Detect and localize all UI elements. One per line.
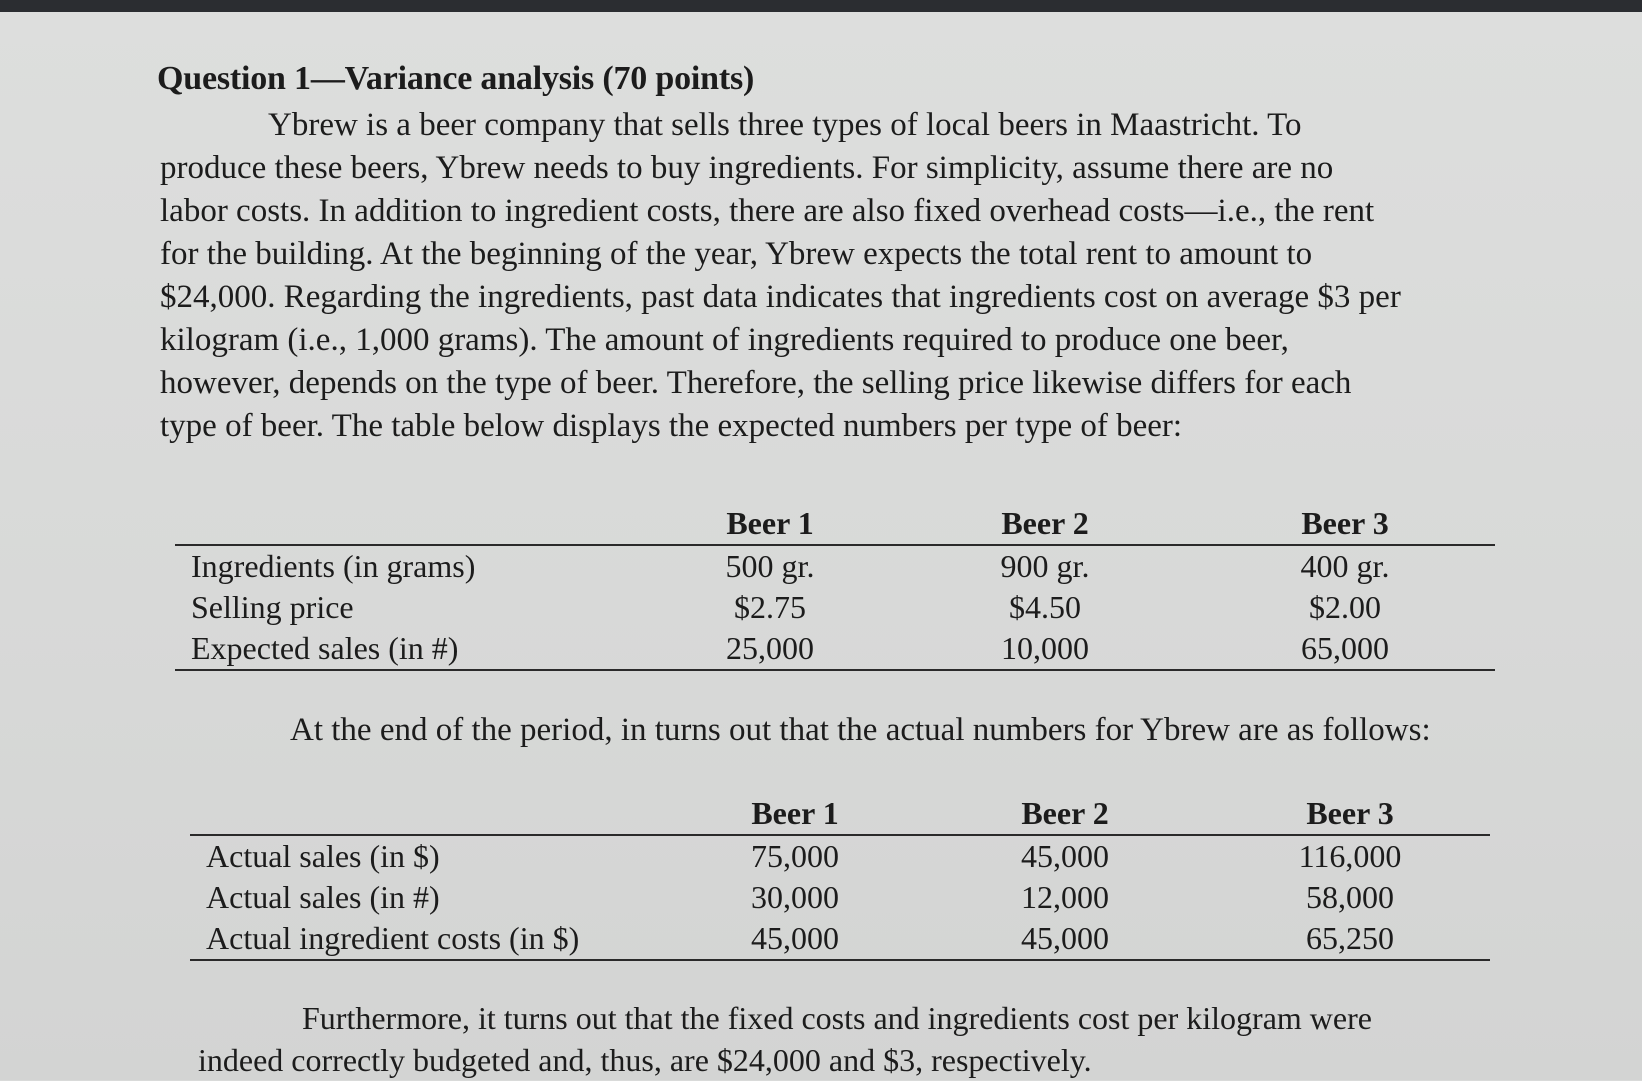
cell-beer-3: 65,000 [1301, 630, 1389, 666]
table-row [190, 877, 1490, 918]
table-row [175, 628, 1495, 670]
cell-beer-1: 500 gr. [725, 548, 815, 584]
row-label: Actual sales (in $) [206, 838, 440, 874]
document-page [0, 12, 1642, 1080]
row-label: Selling price [191, 589, 354, 625]
table-row [190, 835, 1490, 877]
table-row [175, 587, 1495, 628]
header-beer-1: Beer 1 [751, 795, 839, 831]
cell-beer-3: 65,250 [1306, 920, 1394, 956]
intro-line: type of beer. The table below displays the expected numbers per type of beer: [160, 408, 1183, 444]
cell-beer-1: $2.75 [734, 589, 806, 625]
header-beer-3: Beer 3 [1301, 505, 1389, 541]
intro-line: Ybrew is a beer company that sells three types of local beers in Maastricht. To [268, 107, 1302, 143]
row-label: Actual ingredient costs (in $) [206, 920, 580, 956]
cell-beer-1: 30,000 [751, 879, 839, 915]
cell-beer-2: 45,000 [1021, 838, 1109, 874]
actual-numbers-intro: At the end of the period, in turns out that the actual numbers for Ybrew are as follows: [290, 712, 1431, 748]
table-header-row [190, 792, 1490, 835]
cell-beer-3: $2.00 [1309, 589, 1381, 625]
header-empty [190, 792, 670, 835]
row-label: Ingredients (in grams) [191, 548, 476, 584]
cell-beer-3: 58,000 [1306, 879, 1394, 915]
table-header-row [175, 502, 1495, 545]
intro-line: for the building. At the beginning of the year, Ybrew expects the total rent to amount to [160, 236, 1313, 272]
intro-line: $24,000. Regarding the ingredients, past data indicates that ingredients cost on average $3 per [160, 279, 1401, 315]
row-label: Actual sales (in #) [206, 879, 440, 915]
intro-line: labor costs. In addition to ingredient costs, there are also fixed overhead costs—i.e., the rent [160, 193, 1375, 229]
cell-beer-2: $4.50 [1009, 589, 1081, 625]
cell-beer-2: 45,000 [1021, 920, 1109, 956]
actual-numbers-table [190, 792, 1490, 961]
intro-line: however, depends on the type of beer. Therefore, the selling price likewise differs for each [160, 365, 1352, 401]
header-beer-2: Beer 2 [1001, 505, 1089, 541]
intro-line: kilogram (i.e., 1,000 grams). The amount of ingredients required to produce one beer, [160, 322, 1289, 358]
closing-paragraph [198, 997, 1372, 1081]
expected-numbers-table [175, 502, 1495, 671]
table-row [175, 545, 1495, 587]
row-label: Expected sales (in #) [191, 630, 459, 666]
header-beer-2: Beer 2 [1021, 795, 1109, 831]
cell-beer-1: 45,000 [751, 920, 839, 956]
intro-line: produce these beers, Ybrew needs to buy ingredients. For simplicity, assume there are no [160, 150, 1334, 186]
table-row [190, 918, 1490, 960]
header-beer-1: Beer 1 [726, 505, 814, 541]
cell-beer-2: 900 gr. [1000, 548, 1090, 584]
cell-beer-2: 12,000 [1021, 879, 1109, 915]
closing-line: Furthermore, it turns out that the fixed costs and ingredients cost per kilogram were [302, 1000, 1372, 1036]
header-empty [175, 502, 645, 545]
header-beer-3: Beer 3 [1306, 795, 1394, 831]
closing-line: indeed correctly budgeted and, thus, are $24,000 and $3, respectively. [198, 1042, 1092, 1078]
cell-beer-3: 116,000 [1298, 838, 1402, 874]
question-heading: Question 1—Variance analysis (70 points) [157, 60, 755, 97]
top-screen-edge [0, 0, 1642, 12]
cell-beer-1: 25,000 [726, 630, 814, 666]
cell-beer-3: 400 gr. [1300, 548, 1390, 584]
cell-beer-1: 75,000 [751, 838, 839, 874]
intro-paragraph [160, 104, 1520, 448]
cell-beer-2: 10,000 [1001, 630, 1089, 666]
